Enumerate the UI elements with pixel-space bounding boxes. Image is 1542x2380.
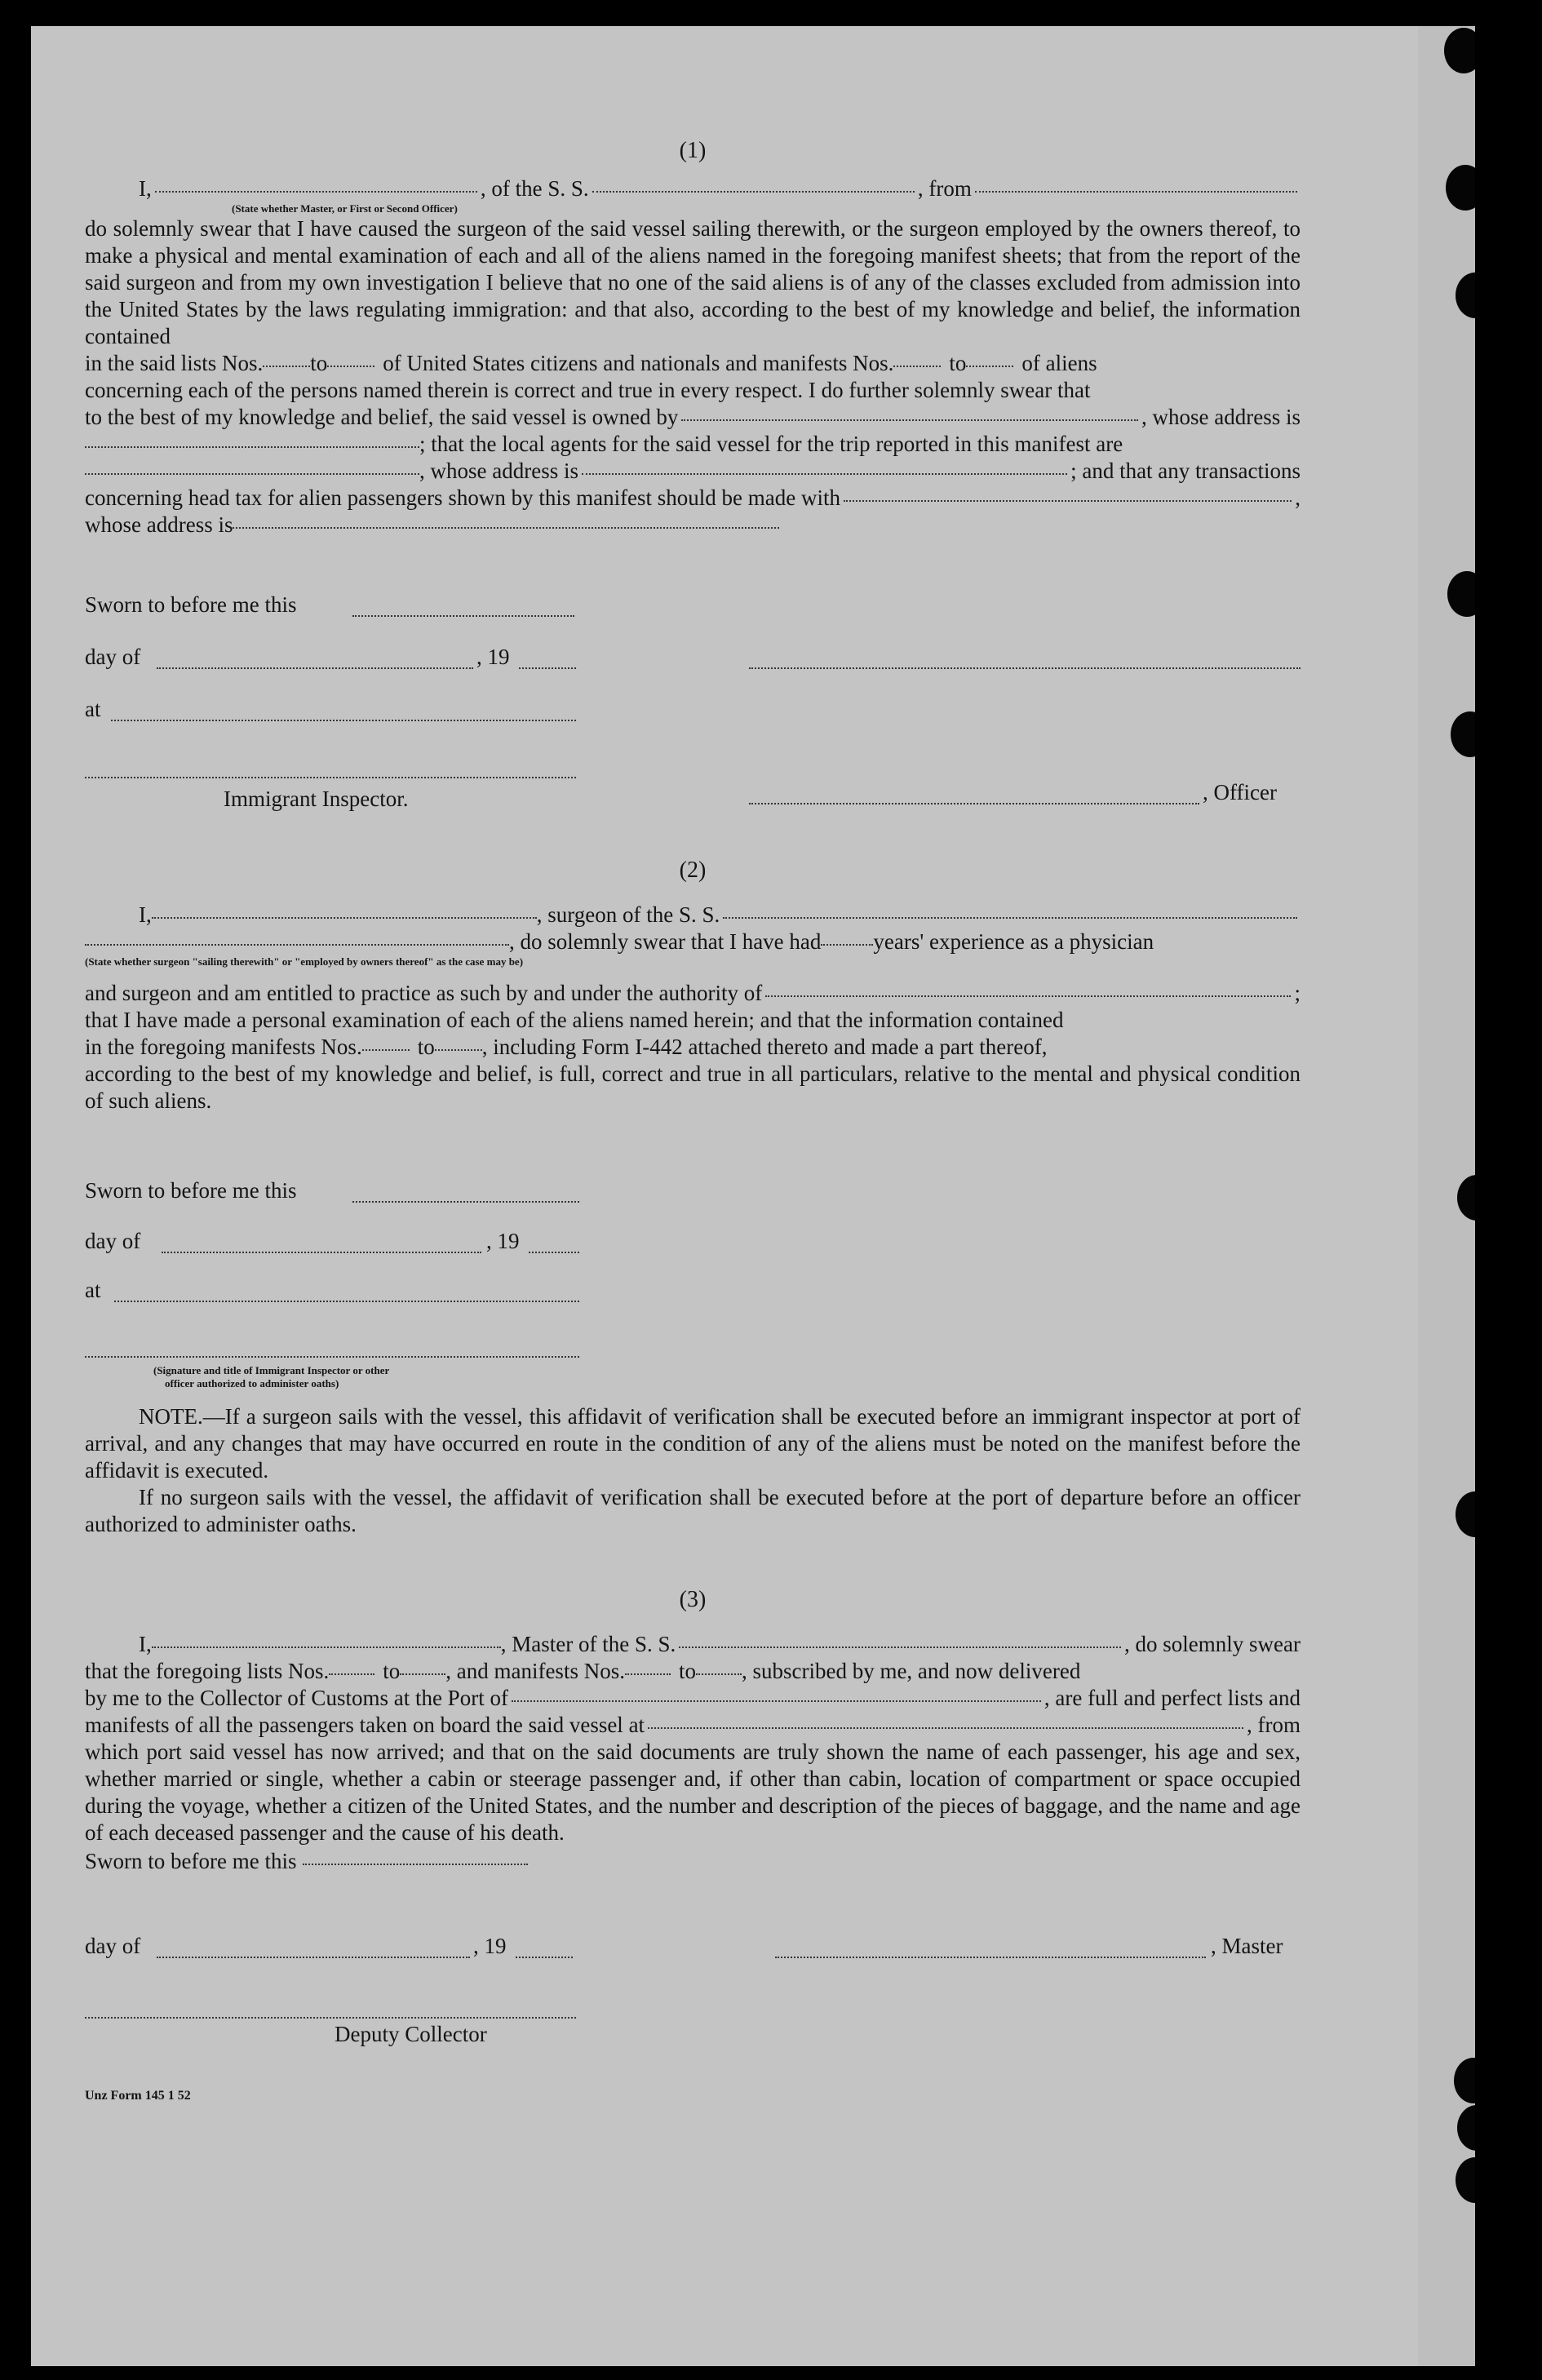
day-label: day of [85,645,141,669]
customs-port-field[interactable] [512,1700,1041,1702]
day-field[interactable] [162,1252,481,1253]
affidavit-master: (1) I, , of the S. S. , from (State whether Master, or First or Second Officer) do solemnly swear that I have caused the surgeon of the said vessel sailing therewith, or the surgeon employed by the owners thereof, to make a physical and mental examination of each and all of the aliens named in the foregoing manifest sheets; that from the report of the said surgeon and from my own investigation I believe that no one of the said aliens is of any of the classes excluded from admission into the United States by the laws regulating immigration: and that also, according to the best of my knowledge and belief, the information contained in the said lists Nos. to of United States citizens and nationals and manifests Nos. to of aliens concerning each of the persons named therein is correct and true in every respect. I do further solemnly swear that to the best of my knowledge and belief, the said vessel is owned by , whose address is ; that the local agents for the said vessel for the trip reported in this manifest are , whose address is ; and that any transactions concerning head tax for alien passengers shown by this manifest should be made with , whose address is [85,138,1301,537]
surgeon-status-field[interactable] [85,944,509,946]
year-label: , 19 [473,1934,507,1958]
sworn-label: Sworn to before me this [85,592,297,617]
punch-hole-icon [1454,2058,1475,2103]
binder-margin [1418,26,1475,2366]
master-label: , Master [1211,1934,1283,1958]
at-label: at [85,1278,101,1302]
year-field[interactable] [529,1252,579,1253]
punch-hole-icon [1444,28,1475,73]
owner-address-field[interactable] [85,446,419,448]
sworn-date-field[interactable] [303,1864,528,1865]
note-block [85,1403,1301,1538]
manifest-from-field[interactable] [625,1673,671,1675]
owner-field[interactable] [681,419,1138,421]
agents-field[interactable] [85,473,419,475]
day-field[interactable] [157,1957,470,1958]
list-to-field[interactable] [400,1673,445,1675]
master-signature-line[interactable] [775,1957,1206,1958]
master-name-field[interactable] [152,1646,501,1648]
sworn-date-field[interactable] [352,1201,579,1203]
punch-hole-icon [1456,2157,1475,2203]
inspector-label: Immigrant Inspector. [224,787,409,811]
official-signature-line[interactable] [85,1356,579,1358]
form-page [31,26,1475,2366]
deputy-signature-line[interactable] [85,2017,576,2019]
punch-hole-icon [1457,1175,1475,1221]
body-text: which port said vessel has now arrived; and that on the said documents are truly shown the name of each passenger, his age and sex, whether married or single, whether a cabin or steerage passenger and, if other than cabin, location of compartment or space occupied during the voyage, whether a citizen of the United States, and the number and description of the pieces of baggage, and the name and age of each deceased passenger and the cause of his death. [85,1740,1301,1845]
signature-caption: (Signature and title of Immigrant Inspector or other [153,1364,390,1376]
signature-caption: officer authorized to administer oaths) [165,1377,339,1389]
punch-hole-icon [1457,2105,1475,2151]
authority-field[interactable] [765,995,1291,997]
vessel-name-field[interactable] [679,1646,1121,1648]
deputy-label: Deputy Collector [335,2022,487,2046]
year-label: , 19 [486,1229,520,1253]
manifest-to-field[interactable] [435,1049,482,1051]
list-from-field[interactable] [263,366,310,367]
body-text: according to the best of my knowledge and belief, is full, correct and true in all particulars, relative to the mental and physical condition of such aliens. [85,1061,1301,1113]
manifest-to-field[interactable] [696,1673,742,1675]
year-field[interactable] [519,667,576,669]
day-label: day of [85,1934,141,1958]
sworn-date-field[interactable] [352,615,574,617]
punch-hole-icon [1451,711,1475,757]
note-text: If no surgeon sails with the vessel, the affidavit of verification shall be executed before at the port of departure before an officer authorized to administer oaths. [85,1485,1301,1536]
field-caption: (State whether surgeon "sailing therewith" or "employed by owners thereof" as the case may be) [85,955,524,968]
embark-port-field[interactable] [648,1727,1243,1729]
place-field[interactable] [111,720,576,721]
section-number: (3) [679,1587,707,1612]
years-field[interactable] [821,944,873,946]
manifest-from-field[interactable] [362,1049,410,1051]
officer-rank-field[interactable] [155,191,477,193]
inspector-signature-line[interactable] [85,777,576,778]
year-field[interactable] [516,1957,573,1958]
field-caption: (State whether Master, or First or Second Officer) [232,202,458,215]
punch-hole-icon [1446,165,1475,211]
affidavit-customs: (3) I, , Master of the S. S. , do solemnly swear that the foregoing lists Nos. to , and manifests Nos. to , subscribed by me, and now delivered by me to the Collector of Customs at the Port of , are full and perfect lists and manifests of all the passengers taken on board the said vessel at , from which port said vessel has now arrived; and that on the said documents are truly shown the name of each passenger, his age and sex, whether married or single, whether a cabin or steerage passenger and, if other than cabin, location of compartment or space occupied during the voyage, whether a citizen of the United States, and the number and description of the pieces of baggage, and the name and age of each deceased passenger and the cause of his death. Sworn to before me this [85,1587,1301,1873]
head-tax-address-field[interactable] [233,527,779,529]
place-field[interactable] [114,1301,579,1302]
manifest-from-field[interactable] [893,366,941,367]
master-signature-line[interactable] [749,667,1301,669]
officer-signature-line[interactable] [749,803,1199,804]
manifest-to-field[interactable] [966,366,1013,367]
body-text: do solemnly swear that I have caused the surgeon of the said vessel sailing therewith, or the surgeon employed by the owners thereof, to make a physical and mental examination of each and all of the aliens named in the foregoing manifest sheets; that from the report of the said surgeon and from my own investigation I believe that no one of the said aliens is of any of the classes excluded from admission into the United States by the laws regulating immigration: and that also, according to the best of my knowledge and belief, the information contained [85,216,1301,348]
port-from-field[interactable] [975,191,1297,193]
day-field[interactable] [157,667,473,669]
year-label: , 19 [476,645,510,669]
officer-label: , Officer [1203,780,1277,804]
agents-address-field[interactable] [582,473,1067,475]
section-number: (2) [679,858,707,883]
punch-hole-icon [1456,1491,1475,1537]
form-number: Unz Form 145 1 52 [85,2089,191,2103]
vessel-name-field[interactable] [592,191,915,193]
section-number: (1) [679,138,707,163]
surgeon-vessel-field[interactable] [723,917,1297,919]
punch-hole-icon [1456,273,1475,318]
affidavit-surgeon: (2) I, , surgeon of the S. S. , do solemnly swear that I have had years' experience as a physician (State whether surgeon "sailing therewith" or "employed by owners thereof" as the case may be) and surgeon and am entitled to practice as such by and under the authority of ; that I have made a personal examination of each of the aliens named herein; and that the information contained in the foregoing manifests Nos. to , including Form I-442 attached thereto and made a part thereof, according to the best of my knowledge and belief, is full, correct and true in all particulars, relative to the mental and physical condition of such aliens. [85,858,1301,1113]
punch-hole-icon [1447,571,1475,617]
at-label: at [85,697,101,721]
list-to-field[interactable] [327,366,374,367]
day-label: day of [85,1229,141,1253]
surgeon-name-field[interactable] [152,917,537,919]
list-from-field[interactable] [329,1673,374,1675]
body-text: that I have made a personal examination of each of the aliens named herein; and that the information contained [85,1008,1064,1032]
head-tax-contact-field[interactable] [844,500,1292,502]
sworn-label: Sworn to before me this [85,1178,297,1203]
note-text: NOTE.—If a surgeon sails with the vessel, this affidavit of verification shall be executed before an immigrant inspector at port of arrival, and any changes that may have occurred en route in the condition of any of the aliens must be noted on the manifest before the affidavit is executed. [85,1404,1301,1483]
body-text: concerning each of the persons named therein is correct and true in every respect. I do further solemnly swear that [85,378,1091,402]
